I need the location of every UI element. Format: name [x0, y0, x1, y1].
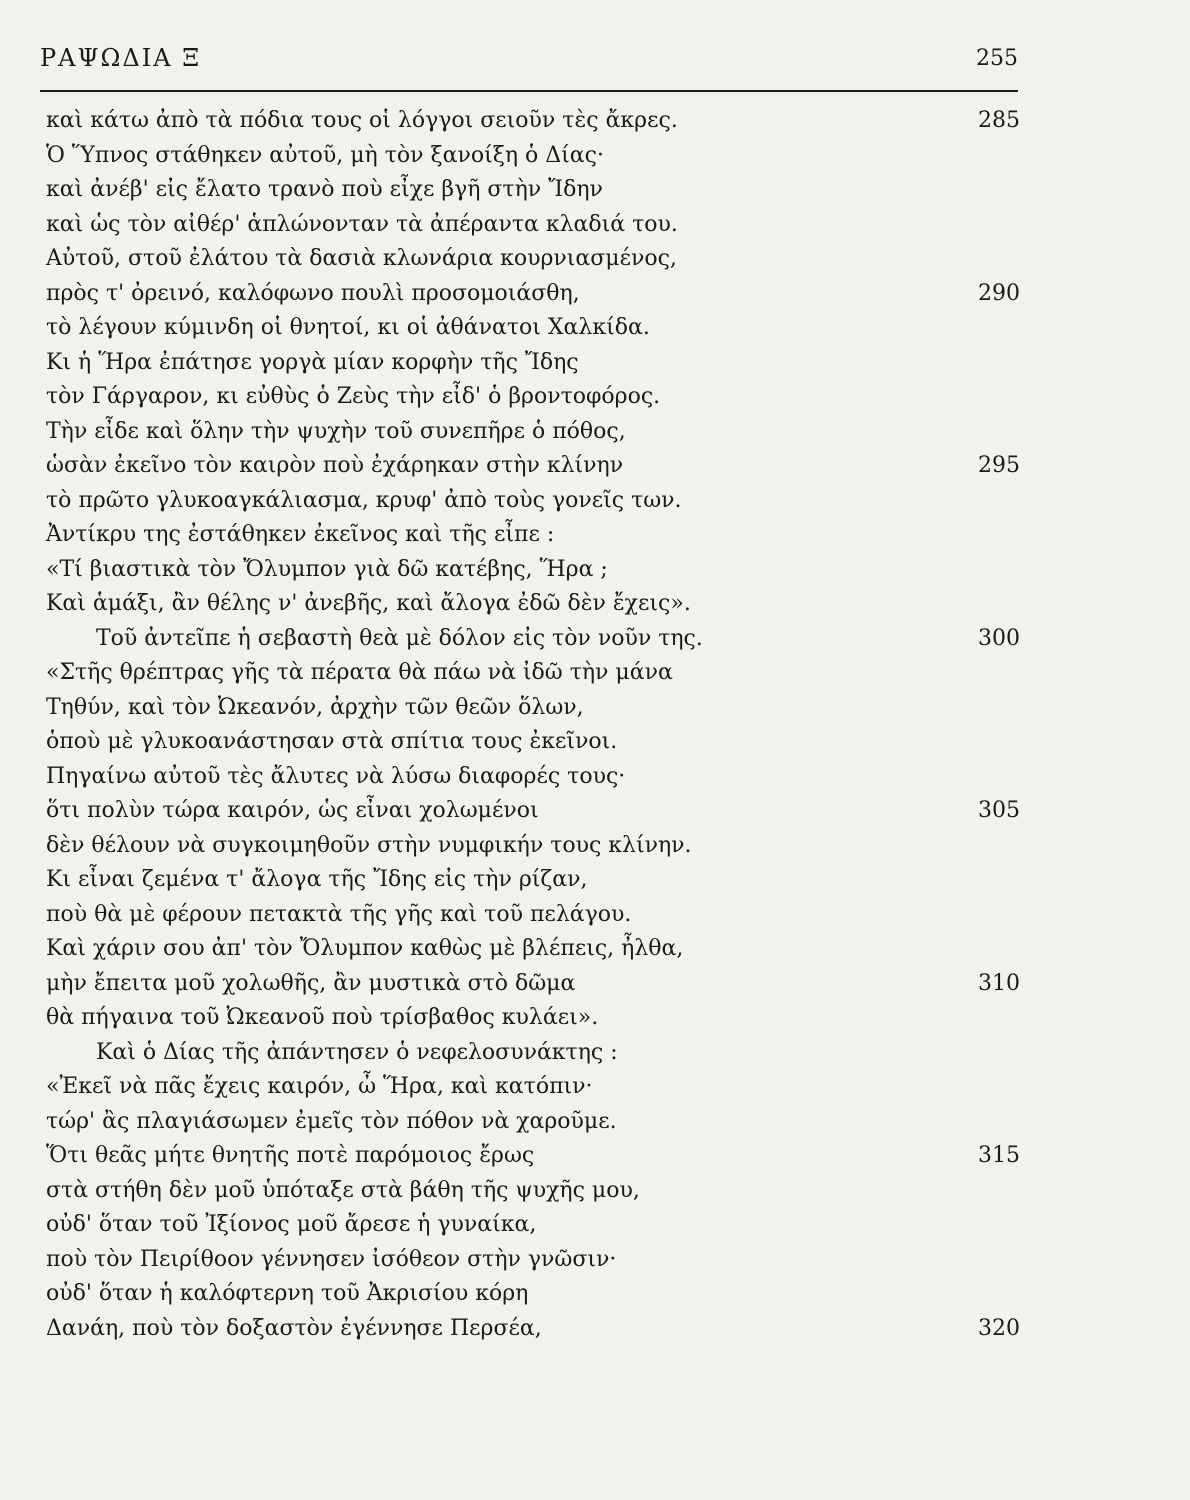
verse-text: Κι εἶναι ζεμένα τ' ἄλογα τῆς Ἴδης εἰς τὴν ρίζαν, [46, 867, 588, 892]
verse-line [0, 1174, 1190, 1208]
verse-text: οὐδ' ὅταν ἡ καλόφτερνη τοῦ Ἀκρισίου κόρη [46, 1281, 529, 1306]
verse-text: ποὺ θὰ μὲ φέρουν πετακτὰ τῆς γῆς καὶ τοῦ πελάγου. [46, 901, 632, 927]
verse-line [0, 449, 1190, 483]
verse-text: καὶ ὡς τὸν αἰθέρ' ἁπλώνονταν τὰ ἀπέραντα κλαδιά του. [46, 211, 678, 237]
verse-line [0, 725, 1190, 759]
verse-line [0, 173, 1190, 207]
verse-line [0, 518, 1190, 552]
verse-line [0, 760, 1190, 794]
verse-line [0, 1070, 1190, 1104]
verse-text: πρὸς τ' ὀρεινό, καλόφωνο πουλὶ προσομοιάσθη, [46, 280, 580, 306]
verse-line [0, 1036, 1190, 1070]
verse-line [0, 656, 1190, 690]
verse-text: τὸ πρῶτο γλυκοαγκάλιασμα, κρυφ' ἀπὸ τοὺς γονεῖς των. [46, 487, 682, 513]
verse-text: ὅτι πολὺν τώρα καιρόν, ὡς εἶναι χολωμένοι [46, 798, 539, 823]
verse-line [0, 1277, 1190, 1311]
verse-line [0, 1105, 1190, 1139]
verse-text: τὸν Γάργαρον, κι εὐθὺς ὁ Ζεὺς τὴν εἶδ' ὁ βροντοφόρος. [46, 384, 661, 409]
verse-line [0, 863, 1190, 897]
verse-text: Καὶ ὁ Δίας τῆς ἀπάντησεν ὁ νεφελοσυνάκτης : [96, 1039, 618, 1065]
verse-line [0, 139, 1190, 173]
verse-number: 310 [978, 970, 1020, 996]
verse-line [0, 691, 1190, 725]
verse-line [0, 104, 1190, 138]
verse-text: τὸ λέγουν κύμινδη οἱ θνητοί, κι οἱ ἀθάνατοι Χαλκίδα. [46, 315, 650, 340]
verse-line [0, 415, 1190, 449]
verse-line [0, 587, 1190, 621]
verse-line [0, 208, 1190, 242]
verse-text: Δανάη, ποὺ τὸν δοξαστὸν ἐγέννησε Περσέα, [46, 1315, 542, 1341]
verse-line [0, 829, 1190, 863]
verse-line [0, 311, 1190, 345]
verse-text: «Στῆς θρέπτρας γῆς τὰ πέρατα θὰ πάω νὰ ἰδῶ τὴν μάνα [46, 660, 673, 685]
header-rule [40, 90, 1018, 92]
verse-number: 295 [978, 453, 1020, 478]
verse-number: 300 [978, 625, 1020, 651]
verse-text: Καὶ χάριν σου ἀπ' τὸν Ὄλυμπον καθὼς μὲ βλέπεις, ἦλθα, [46, 936, 684, 961]
verse-text: Ἀντίκρυ της ἐστάθηκεν ἐκεῖνος καὶ τῆς εἶπε : [46, 522, 555, 547]
verse-text: θὰ πήγαινα τοῦ Ὠκεανοῦ ποὺ τρίσβαθος κυλάει». [46, 1005, 599, 1030]
verse-line [0, 277, 1190, 311]
verse-line [0, 898, 1190, 932]
verse-text: ποὺ τὸν Πειρίθοον γέννησεν ἰσόθεον στὴν γνῶσιν· [46, 1246, 617, 1272]
verse-text: οὐδ' ὅταν τοῦ Ἰξίονος μοῦ ἄρεσε ἡ γυναίκα, [46, 1212, 537, 1237]
verse-text: δὲν θέλουν νὰ συγκοιμηθοῦν στὴν νυμφικήν τους κλίνην. [46, 832, 692, 858]
verse-text: καὶ κάτω ἀπὸ τὰ πόδια τους οἱ λόγγοι σειοῦν τὲς ἄκρες. [46, 108, 678, 133]
verse-text: Τοῦ ἀντεῖπε ἡ σεβαστὴ θεὰ μὲ δόλον εἰς τὸν νοῦν της. [96, 625, 703, 651]
verse-line [0, 1208, 1190, 1242]
verse-text: Τηθύν, καὶ τὸν Ὠκεανόν, ἀρχὴν τῶν θεῶν ὅλων, [46, 694, 584, 720]
verse-line [0, 967, 1190, 1001]
running-title: ΡΑΨΩΔΙΑ Ξ [40, 44, 202, 72]
verse-text: Πηγαίνω αὐτοῦ τὲς ἄλυτες νὰ λύσω διαφορές τους· [46, 763, 626, 789]
verse-number: 315 [978, 1143, 1020, 1168]
page-header [40, 44, 1018, 84]
verse-number: 305 [978, 798, 1020, 823]
verse-text: «Τί βιαστικὰ τὸν Ὄλυμπον γιὰ δῶ κατέβης, Ἥρα ; [46, 556, 608, 582]
verse-number: 320 [978, 1315, 1020, 1341]
verse-number: 285 [978, 108, 1020, 133]
verse-text: καὶ ἀνέβ' εἰς ἔλατο τρανὸ ποὺ εἶχε βγῆ στὴν Ἴδην [46, 177, 603, 202]
verse-text: «Ἐκεῖ νὰ πᾶς ἔχεις καιρόν, ὦ Ἥρα, καὶ κατόπιν· [46, 1074, 593, 1099]
verse-line [0, 553, 1190, 587]
verse-number: 290 [978, 280, 1020, 306]
verse-line [0, 346, 1190, 380]
verse-text: τώρ' ἂς πλαγιάσωμεν ἐμεῖς τὸν πόθον νὰ χαροῦμε. [46, 1108, 617, 1134]
verse-line [0, 794, 1190, 828]
verse-text: ὁποὺ μὲ γλυκοανάστησαν στὰ σπίτια τους ἐκεῖνοι. [46, 729, 618, 754]
verse-text: Αὐτοῦ, στοῦ ἐλάτου τὰ δασιὰ κλωνάρια κουρνιασμένος, [46, 246, 677, 271]
verse-line [0, 380, 1190, 414]
verse-text: Ὁ Ὕπνος στάθηκεν αὐτοῦ, μὴ τὸν ξανοίξη ὁ Δίας· [46, 142, 604, 168]
verse-line [0, 1001, 1190, 1035]
verse-text: στὰ στήθη δὲν μοῦ ὑπόταξε στὰ βάθη τῆς ψυχῆς μου, [46, 1177, 640, 1203]
page-number: 255 [976, 46, 1018, 71]
verse-text: Κι ἡ Ἥρα ἐπάτησε γοργὰ μίαν κορφὴν τῆς Ἴδης [46, 349, 579, 375]
verse-text: μὴν ἔπειτα μοῦ χολωθῆς, ἂν μυστικὰ στὸ δῶμα [46, 970, 576, 996]
verse-text: Τὴν εἶδε καὶ ὅλην τὴν ψυχὴν τοῦ συνεπῆρε ὁ πόθος, [46, 418, 626, 444]
verse-line [0, 1312, 1190, 1346]
verse-text: Καὶ ἁμάξι, ἂν θέλης ν' ἀνεβῆς, καὶ ἄλογα ἐδῶ δὲν ἔχεις». [46, 591, 691, 616]
verse-line [0, 622, 1190, 656]
verse-line [0, 1243, 1190, 1277]
verse-line [0, 932, 1190, 966]
verse-line [0, 484, 1190, 518]
verse-line [0, 1139, 1190, 1173]
verse-text: ὡσὰν ἐκεῖνο τὸν καιρὸν ποὺ ἐχάρηκαν στὴν κλίνην [46, 453, 624, 478]
verse-line [0, 242, 1190, 276]
verse-text: Ὅτι θεᾶς μήτε θνητῆς ποτὲ παρόμοιος ἔρως [46, 1143, 535, 1168]
